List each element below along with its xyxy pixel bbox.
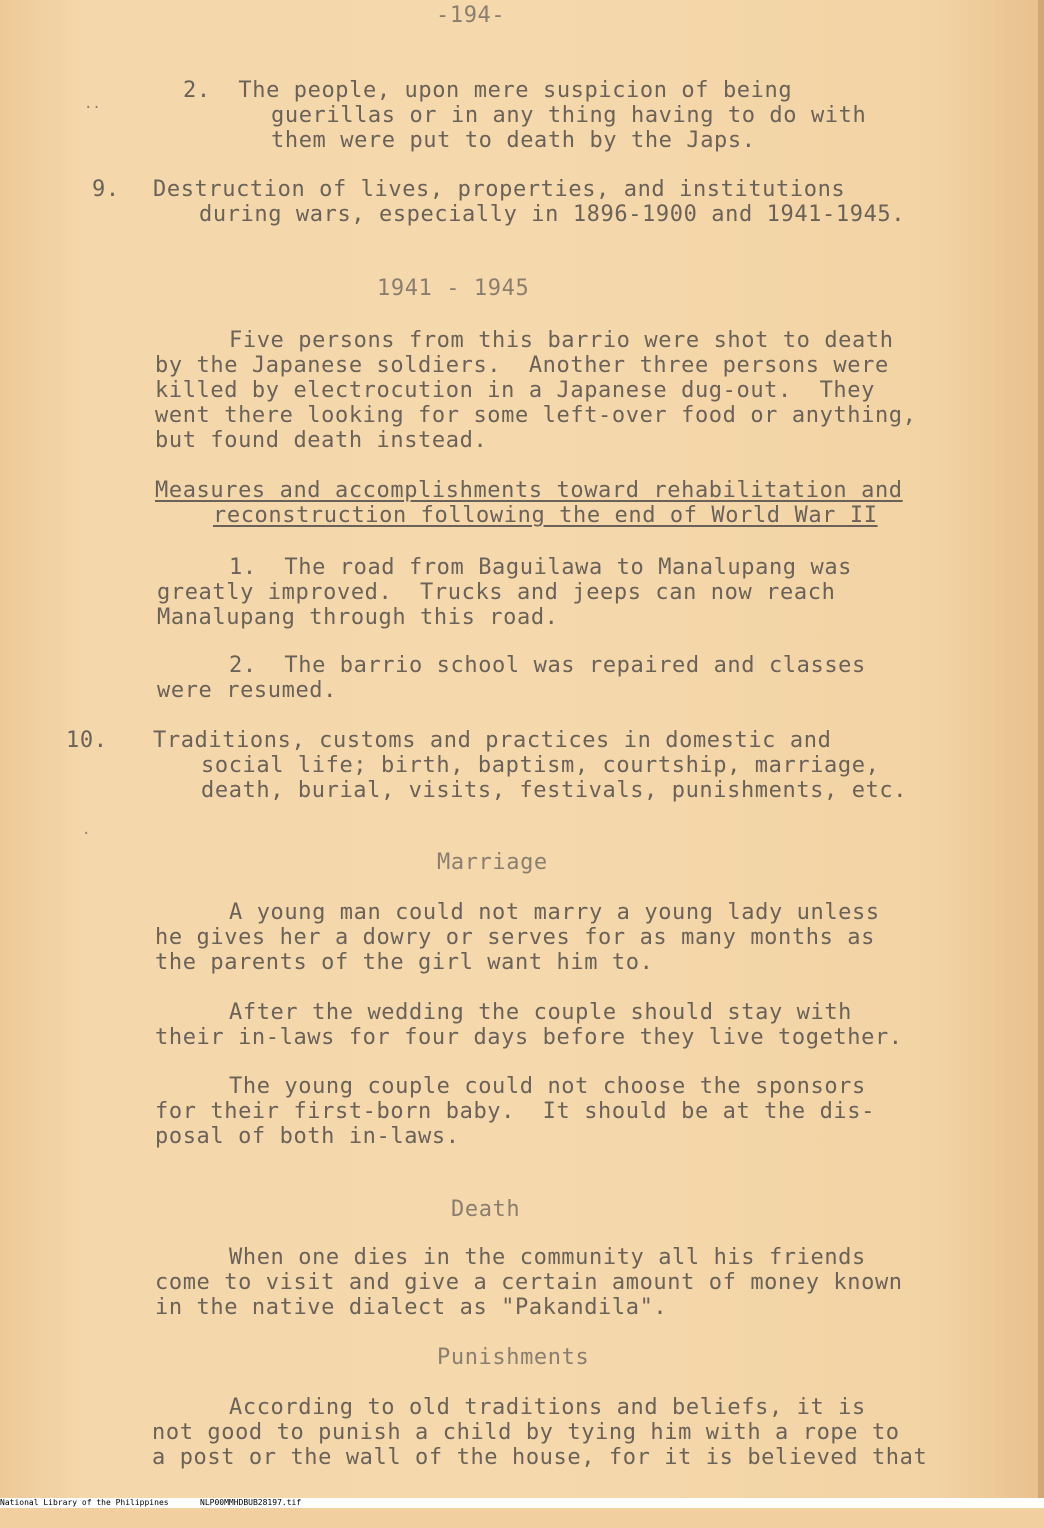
measure-1-line-2: greatly improved. Trucks and jeeps can now reach [157, 580, 836, 605]
item-10-line-1: Traditions, customs and practices in domestic and [153, 728, 832, 753]
marriage-heading: Marriage [437, 850, 548, 875]
item-9-line-1: Destruction of lives, properties, and institutions [153, 177, 846, 202]
punishments-heading: Punishments [437, 1345, 590, 1370]
item-9-number: 9. [92, 177, 120, 202]
punishments-p-line-1: According to old traditions and beliefs, it is [229, 1395, 866, 1420]
war-paragraph-line-2: by the Japanese soldiers. Another three persons were [155, 353, 889, 378]
war-paragraph-line-5: but found death instead. [155, 428, 488, 453]
death-p-line-2: come to visit and give a certain amount of money known [155, 1270, 903, 1295]
measure-2-line-2: were resumed. [157, 678, 337, 703]
marriage-p2-line-2: their in-laws for four days before they live together. [155, 1025, 903, 1050]
item-9-line-2: during wars, especially in 1896-1900 and 1941-1945. [199, 202, 906, 227]
marriage-p1-line-1: A young man could not marry a young lady unless [229, 900, 880, 925]
item-10-number: 10. [66, 728, 108, 753]
margin-dot: . [82, 822, 91, 838]
item-2-line-3: them were put to death by the Japs. [271, 128, 756, 153]
death-heading: Death [451, 1197, 521, 1222]
marriage-p1-line-3: the parents of the girl want him to. [155, 950, 654, 975]
war-paragraph-line-3: killed by electrocution in a Japanese dug-out. They [155, 378, 875, 403]
item-2-line-2: guerillas or in any thing having to do with [271, 103, 867, 128]
marriage-p3-line-1: The young couple could not choose the sponsors [229, 1074, 866, 1099]
measure-2-line-1: 2. The barrio school was repaired and classes [229, 653, 866, 678]
punishments-p-line-3: a post or the wall of the house, for it is believed that [152, 1445, 928, 1470]
marriage-p2-line-1: After the wedding the couple should stay with [229, 1000, 853, 1025]
scan-footer [0, 1498, 1044, 1508]
item-10-line-2: social life; birth, baptism, courtship, marriage, [201, 753, 880, 778]
measure-1-line-3: Manalupang through this road. [157, 605, 559, 630]
item-2-line-1: 2. The people, upon mere suspicion of being [183, 78, 793, 103]
measures-heading-line-1: Measures and accomplishments toward rehabilitation and [155, 478, 903, 503]
measure-1-line-1: 1. The road from Baguilawa to Manalupang was [229, 555, 853, 580]
death-p-line-1: When one dies in the community all his friends [229, 1245, 866, 1270]
marriage-p3-line-3: posal of both in-laws. [155, 1124, 460, 1149]
marriage-p1-line-2: he gives her a dowry or serves for as many months as [155, 925, 875, 950]
footer-filename: NLP00MMHDBUB28197.tif [200, 1498, 302, 1507]
war-paragraph-line-1: Five persons from this barrio were shot to death [229, 328, 894, 353]
period-heading: 1941 - 1945 [377, 276, 530, 301]
death-p-line-3: in the native dialect as "Pakandila". [155, 1295, 668, 1320]
marriage-p3-line-2: for their first-born baby. It should be at the dis- [155, 1099, 875, 1124]
measures-heading-line-2: reconstruction following the end of World War II [213, 503, 878, 528]
page-number: -194- [436, 3, 506, 28]
footer-library: National Library of the Philippines [0, 1498, 169, 1507]
war-paragraph-line-4: went there looking for some left-over food or anything, [155, 403, 917, 428]
margin-mark: .. [84, 96, 101, 112]
punishments-p-line-2: not good to punish a child by tying him with a rope to [152, 1420, 900, 1445]
item-10-line-3: death, burial, visits, festivals, punishments, etc. [201, 778, 908, 803]
